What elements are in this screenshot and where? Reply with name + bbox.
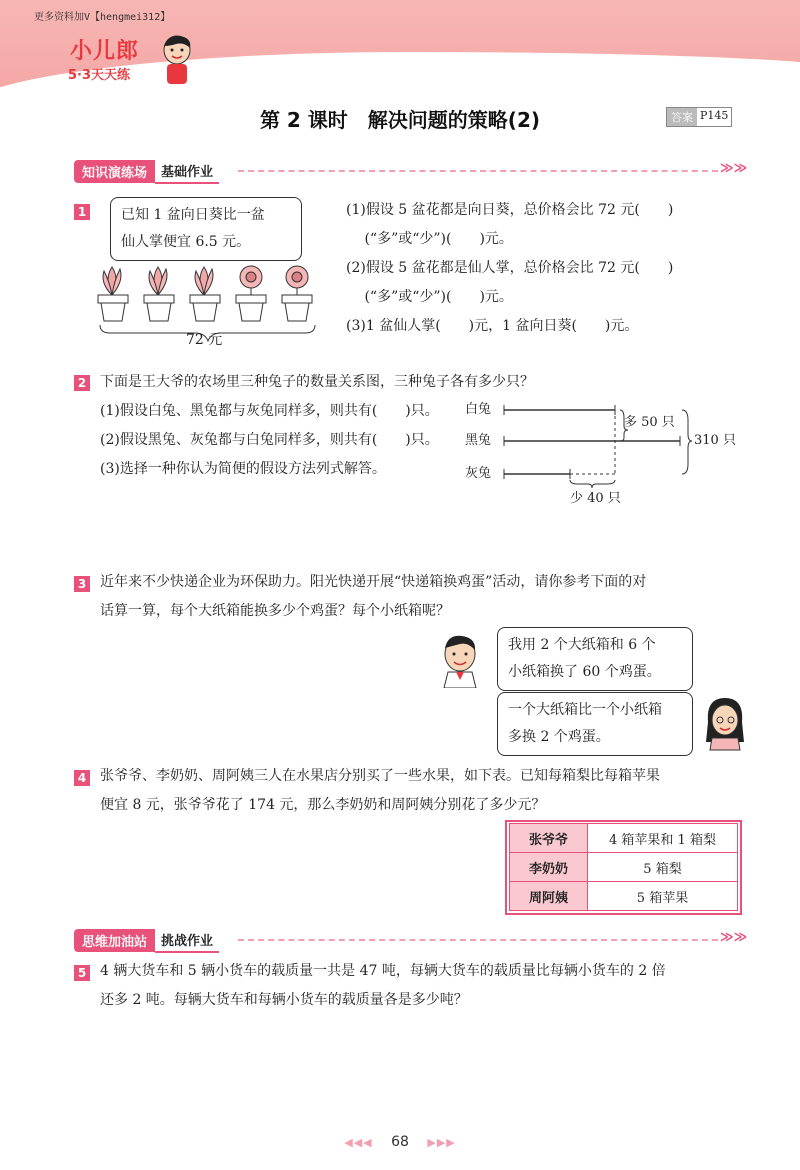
q1-subquestion: (“多”或“少”)( )元。 — [346, 231, 513, 247]
logo — [62, 34, 202, 94]
speech-bubble — [110, 197, 302, 261]
table-row — [510, 824, 738, 853]
boy-avatar-icon — [432, 628, 488, 688]
speech-bubble — [497, 627, 693, 691]
table-row — [510, 882, 738, 911]
question-number: 1 — [74, 204, 90, 220]
table-cell-name: 周阿姨 — [510, 882, 588, 911]
q2-subquestion: (1)假设白兔、黑兔都与灰兔同样多，则共有( )只。 — [100, 403, 439, 419]
question-stem: 便宜 8 元，张爷爷花了 174 元，那么李奶奶和周阿姨分别花了多少元？ — [100, 797, 546, 813]
table-cell-name: 张爷爷 — [510, 824, 588, 853]
gray-rabbit-label: 灰兔 — [465, 466, 492, 481]
bubble-line: 我用 2 个大纸箱和 6 个 — [508, 637, 656, 653]
answer-page-ref[interactable] — [666, 107, 732, 127]
question-stem: 4 辆大货车和 5 辆小货车的载质量一共是 47 吨，每辆大货车的载质量比每辆小货车的 2 倍 — [100, 963, 666, 979]
girl-avatar-icon — [700, 692, 750, 752]
table-cell-value: 5 箱梨 — [588, 853, 738, 882]
mascot-icon — [160, 34, 194, 86]
table-cell-value: 4 箱苹果和 1 箱梨 — [588, 824, 738, 853]
q2-subquestion: (2)假设黑兔、灰兔都与白兔同样多，则共有( )只。 — [100, 432, 439, 448]
question-stem: 下面是王大爷的农场里三种兔子的数量关系图，三种兔子各有多少只？ — [100, 374, 534, 390]
section-subtitle: 挑战作业 — [155, 928, 219, 953]
logo-name: 小儿郎 — [70, 39, 140, 64]
section-arrows: ≫≫ — [720, 161, 748, 176]
question-stem: 近年来不少快递企业为环保助力。阳光快递开展“快递箱换鸡蛋”活动，请你参考下面的对 — [100, 574, 647, 590]
q1-subquestion: (3)1 盆仙人掌( )元，1 盆向日葵( )元。 — [346, 318, 639, 334]
section-tag: 知识演练场 — [74, 160, 155, 183]
question-number: 2 — [74, 375, 90, 391]
section-arrows: ≫≫ — [720, 930, 748, 945]
section-challenge — [74, 929, 219, 951]
cactus-icon — [98, 267, 128, 321]
q2-subquestion: (3)选择一种你认为简便的假设方法列式解答。 — [100, 461, 386, 477]
question-stem: 张爷爷、李奶奶、周阿姨三人在水果店分别买了一些水果，如下表。已知每箱梨比每箱苹果 — [100, 768, 660, 784]
table-cell-name: 李奶奶 — [510, 853, 588, 882]
section-basic — [74, 160, 219, 182]
question-stem: 还多 2 吨。每辆大货车和每辆小货车的载质量各是多少吨？ — [100, 992, 468, 1008]
more-label: 多 50 只 — [624, 415, 675, 430]
cactus-icon — [190, 267, 220, 321]
fruit-purchase-table — [509, 823, 738, 911]
sunflower-icon — [282, 266, 312, 321]
total-price-label: 72 元 — [186, 332, 223, 348]
black-rabbit-label: 黑兔 — [465, 433, 492, 448]
answer-page-number: P145 — [700, 109, 729, 122]
white-rabbit-label: 白兔 — [465, 402, 492, 417]
watermark: 更多资料加V【hengmei312】 — [34, 12, 171, 23]
table-row — [510, 853, 738, 882]
section-tag: 思维加油站 — [74, 929, 155, 952]
total-label: 310 只 — [694, 433, 736, 448]
left-arrows-icon: ◀◀◀ — [344, 1136, 373, 1149]
sunflower-icon — [236, 266, 266, 321]
question-stem: 话算一算，每个大纸箱能换多少个鸡蛋？每个小纸箱呢？ — [100, 603, 450, 619]
q1-subquestion: (1)假设 5 盆花都是向日葵，总价格会比 72 元( ) — [346, 202, 674, 218]
q1-subquestion: (“多”或“少”)( )元。 — [346, 289, 513, 305]
bubble-line: 仙人掌便宜 6.5 元。 — [121, 234, 251, 250]
bubble-line: 一个大纸箱比一个小纸箱 — [508, 702, 662, 718]
less-label: 少 40 只 — [570, 491, 621, 506]
section-subtitle: 基础作业 — [155, 159, 219, 184]
bubble-line: 小纸箱换了 60 个鸡蛋。 — [508, 664, 661, 680]
bubble-line: 已知 1 盆向日葵比一盆 — [121, 207, 265, 223]
question-number: 5 — [74, 965, 90, 981]
bubble-line: 多换 2 个鸡蛋。 — [508, 729, 610, 745]
section-divider — [238, 939, 718, 941]
speech-bubble — [497, 692, 693, 756]
section-divider — [238, 170, 718, 172]
page-footer — [0, 1134, 800, 1150]
question-number: 3 — [74, 576, 90, 592]
q1-subquestion: (2)假设 5 盆花都是仙人掌，总价格会比 72 元( ) — [346, 260, 674, 276]
question-number: 4 — [74, 770, 90, 786]
page-number: 68 — [391, 1134, 409, 1150]
lesson-title: 第 2 课时 解决问题的策略(2) — [259, 108, 541, 132]
answer-label: 答案 — [667, 108, 697, 126]
right-arrows-icon: ▶▶▶ — [427, 1136, 456, 1149]
table-cell-value: 5 箱苹果 — [588, 882, 738, 911]
cactus-icon — [144, 267, 174, 321]
logo-subtitle: 5·3天天练 — [68, 68, 131, 83]
